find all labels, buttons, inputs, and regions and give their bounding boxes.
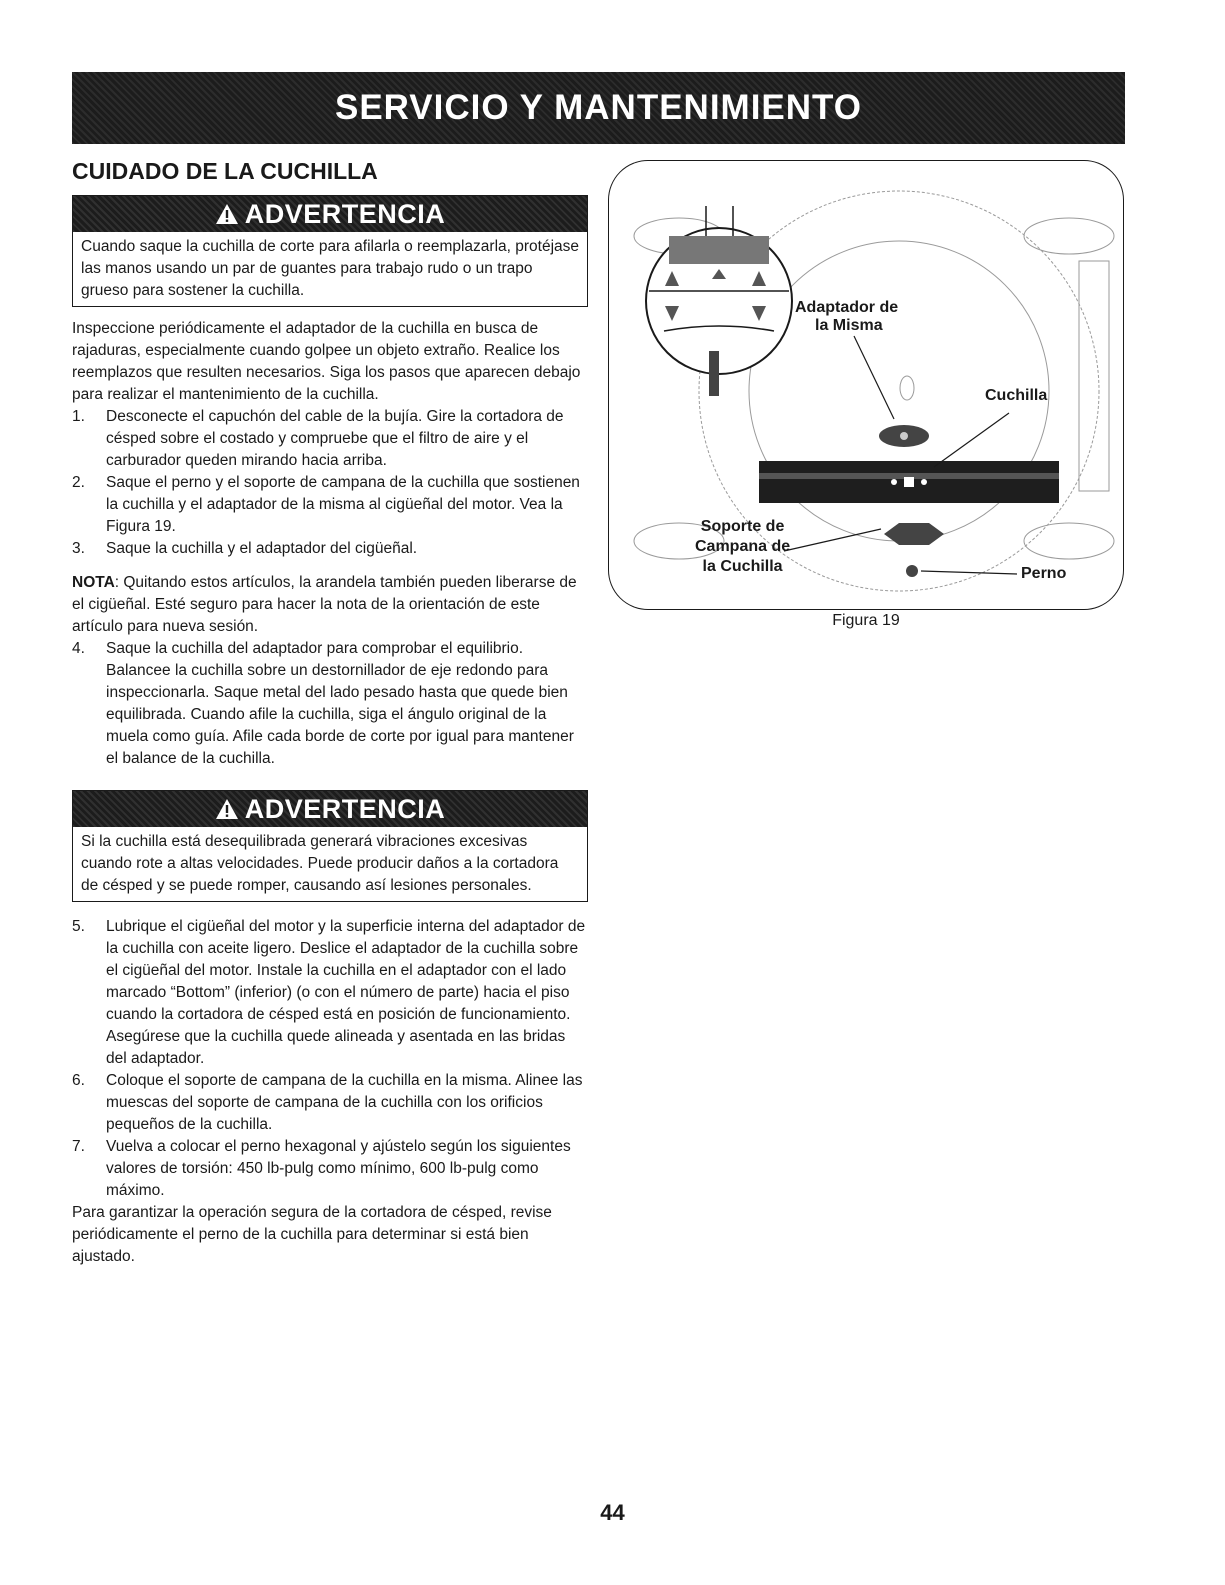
warning-box xyxy=(72,195,588,307)
header-bar xyxy=(72,72,1125,144)
figure-caption: Figura 19 xyxy=(832,612,900,629)
warning-text: Si la cuchilla está desequilibrada generará vibraciones excesivas cuando rote a altas velocidades. Puede producir daños a la cortadora de césped y se puede romper, causando así lesiones personales. xyxy=(81,833,559,894)
closing-paragraph: Para garantizar la operación segura de la cortadora de césped, revise periódicamente el perno de la cuchilla para determinar si está bien ajustado. xyxy=(72,1204,552,1265)
label-blade: Cuchilla xyxy=(985,387,1048,404)
list-item: 2. Saque el perno y el soporte de campana de la cuchilla que sostienen la cuchilla y el adaptador de la misma al cigüeñal del motor. Vea la Figura 19. xyxy=(72,474,580,535)
page-number: 44 xyxy=(600,1500,625,1525)
list-item: 4. Saque la cuchilla del adaptador para comprobar el equilibrio. Balancee la cuchilla sobre un destornillador de eje redondo para inspeccionarla. Saque metal del lado pesado hasta que quede bien equilibrada. Cuando afile la cuchilla, siga el ángulo original de la muela como guía. Afile cada borde de corte por igual para mantener el balance de la cuchilla. xyxy=(72,640,574,767)
warning-triangle-icon xyxy=(215,203,239,225)
note-paragraph xyxy=(72,572,588,638)
intro-paragraph: Inspeccione periódicamente el adaptador de la cuchilla en busca de rajaduras, especialmente cuando golpee un objeto extraño. Realice los reemplazos que resulten necesarios. Siga los pasos que aparecen debajo para realizar el mantenimiento de la cuchilla. xyxy=(72,320,581,403)
warning-heading-text: ADVERTENCIA xyxy=(244,793,446,824)
note-text: : Quitando estos artículos, la arandela también pueden liberarse de el cigüeñal. Esté seguro para hacer la nota de la orientación de este artículo para nueva sesión. xyxy=(72,574,577,635)
warning-text: Cuando saque la cuchilla de corte para afilarla o reemplazarla, protéjase las manos usando un par de guantes para trabajo rudo o un trapo grueso para sostener la cuchilla. xyxy=(81,238,580,299)
body-column-1 xyxy=(72,318,588,770)
section-title: CUIDADO DE LA CUCHILLA xyxy=(72,158,378,184)
warning-triangle-icon xyxy=(215,798,239,820)
label-adapter: Adaptador de la Misma xyxy=(795,299,899,334)
label-bell-support: Soporte de Campana de la Cuchilla xyxy=(695,518,791,575)
warning-heading-text: ADVERTENCIA xyxy=(244,198,446,229)
label-bolt: Perno xyxy=(1021,565,1067,582)
note-label: NOTA xyxy=(72,574,115,591)
warning-heading xyxy=(73,791,587,827)
page-header-title: SERVICIO Y MANTENIMIENTO xyxy=(334,88,863,127)
mower-blade-illustration xyxy=(609,161,1124,610)
list-item: 6. Coloque el soporte de campana de la cuchilla en la misma. Alinee las muescas del soporte de campana de la cuchilla con los orificios pequeños de la cuchilla. xyxy=(72,1072,583,1133)
list-item: 7. Vuelva a colocar el perno hexagonal y ajústelo según los siguientes valores de torsión: 450 lb-pulg como mínimo, 600 lb-pulg como máximo. xyxy=(72,1138,571,1199)
list-item: 3. Saque la cuchilla y el adaptador del cigüeñal. xyxy=(72,540,418,557)
list-item: 1. Desconecte el capuchón del cable de la bujía. Gire la cortadora de césped sobre el costado y compruebe que el filtro de aire y el carburador queden mirando hacia arriba. xyxy=(72,408,564,469)
warning-heading xyxy=(73,196,587,232)
list-item: 5. Lubrique el cigüeñal del motor y la superficie interna del adaptador de la cuchilla con aceite ligero. Deslice el adaptador de la cuchilla sobre el cigüeñal del motor. Instale la cuchilla en el adaptador con el lado marcado “Bottom” (inferior) (o con el número de parte) hacia el piso cuando la cortadora de césped está en posición de funcionamiento. Asegúrese que la cuchilla quede alineada y asentada en las bridas del adaptador. xyxy=(72,918,586,1067)
body-column-2 xyxy=(72,916,588,1268)
warning-box xyxy=(72,790,588,902)
figure-19 xyxy=(608,160,1124,610)
